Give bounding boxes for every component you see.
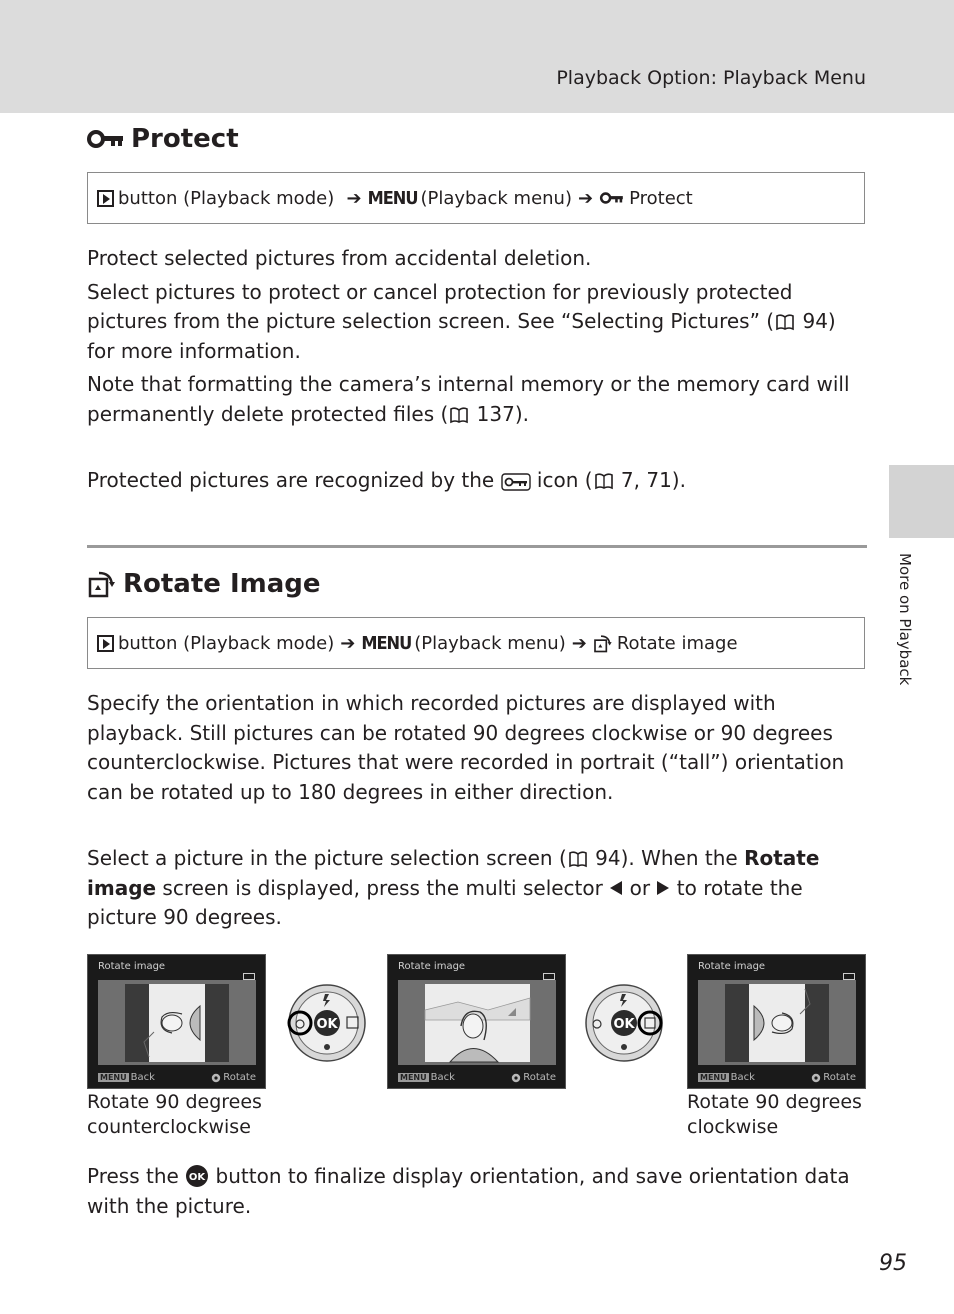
protect-heading (87, 124, 239, 154)
rotate-route-target: Rotate image (616, 632, 738, 654)
rotate-selector-icon (511, 1073, 521, 1083)
rotate-finalize-note: Press the OK button to finalize display orientation, and save orientation data with the picture. (87, 1164, 850, 1218)
protect-route-menu: (Playback menu) (420, 187, 572, 209)
screen-footer (398, 1072, 556, 1083)
protect-para1: Protect selected pictures from accidental deletion. (87, 246, 592, 270)
screen-footer (698, 1072, 856, 1083)
screen-title: Rotate image (398, 961, 466, 972)
playback-button-icon (97, 190, 114, 207)
protect-route-target: Protect (629, 187, 693, 209)
protect-route-button: button (Playback mode) (118, 187, 335, 209)
rotate-title: Rotate Image (123, 569, 321, 599)
header-title: Playback Option: Playback Menu (556, 67, 866, 89)
back-label: Back (730, 1072, 755, 1083)
multi-selector-icon (584, 983, 664, 1063)
battery-icon (543, 973, 555, 980)
caption-counterclockwise: Rotate 90 degrees counterclockwise (87, 1091, 262, 1138)
book-reference-icon (569, 850, 587, 868)
rotate-para1: Specify the orientation in which recorded pictures are displayed with playback. Still pictures can be rotated 90 degrees clockwise or 90 degrees counterclockwise. Pictures that were recorded in portrait (“tall”) orientation can be rotated up to 180 degrees in either direction. (87, 691, 845, 804)
multi-selector-right (584, 983, 664, 1067)
screen-footer (98, 1072, 256, 1083)
rotate-label: Rotate (823, 1072, 856, 1083)
playback-button-icon (97, 635, 114, 652)
protect-icon-note: Protected pictures are recognized by the icon ( 7, 71). (87, 468, 686, 492)
screen-title: Rotate image (698, 961, 766, 972)
screen-title: Rotate image (98, 961, 166, 972)
screen-original (387, 954, 566, 1089)
menu-icon: MENU (367, 187, 418, 209)
header-band (0, 0, 954, 113)
battery-icon (843, 973, 855, 980)
side-tab (889, 465, 954, 538)
caption-clockwise: Rotate 90 degrees clockwise (687, 1091, 862, 1138)
back-label: Back (430, 1072, 455, 1083)
battery-icon (243, 973, 255, 980)
svg-text:OK: OK (613, 1017, 635, 1032)
arrow-right-icon: ➔ (578, 187, 594, 209)
rotate-heading (87, 569, 321, 599)
arrow-right-icon: ➔ (571, 632, 587, 654)
rotate-selector-icon (811, 1073, 821, 1083)
menu-chip: MENU (100, 1073, 127, 1082)
arrow-right-icon: ➔ (340, 187, 362, 209)
protect-route-box (87, 172, 865, 224)
back-label: Back (130, 1072, 155, 1083)
screen-image-area (398, 980, 556, 1065)
rotate-label: Rotate (223, 1072, 256, 1083)
rotate-instructions: Select a picture in the picture selection screen ( 94). When the Rotate image screen is displayed, press the multi selector or to rotate the picture 90 degrees. (87, 846, 820, 930)
screen-clockwise (687, 954, 866, 1089)
rotate-image-icon (593, 634, 613, 653)
rotate-route-box (87, 617, 865, 669)
book-reference-icon (450, 406, 468, 424)
page-number: 95 (879, 1251, 907, 1276)
menu-chip: MENU (400, 1073, 427, 1082)
section-divider (87, 545, 867, 548)
menu-icon: MENU (361, 632, 412, 654)
triangle-left-icon (609, 880, 623, 896)
original-photo (398, 980, 556, 1065)
multi-selector-left (287, 983, 367, 1067)
protected-indicator-icon (501, 473, 531, 491)
rotate-image-icon (87, 570, 117, 598)
arrow-right-icon: ➔ (340, 632, 356, 654)
svg-text:OK: OK (189, 1172, 206, 1183)
protect-key-icon (599, 191, 625, 205)
rotate-route-menu: (Playback menu) (414, 632, 566, 654)
menu-chip: MENU (700, 1073, 727, 1082)
multi-selector-icon (287, 983, 367, 1063)
screen-image-area (98, 980, 256, 1065)
protect-para2: Select pictures to protect or cancel protection for previously protected pictures from the picture selection screen. See “Selecting Pictures” ( 94) for more information. (87, 279, 836, 363)
ok-button-icon (185, 1164, 209, 1188)
rotate-route-button: button (Playback mode) (118, 632, 335, 654)
protect-description (87, 244, 867, 434)
book-reference-icon (776, 313, 794, 331)
protect-title: Protect (131, 124, 239, 154)
triangle-right-icon (656, 880, 670, 896)
screen-image-area (698, 980, 856, 1065)
rotate-label: Rotate (523, 1072, 556, 1083)
protect-key-icon (87, 128, 125, 150)
protect-para3: Note that formatting the camera’s internal memory or the memory card will permanently delete protected files ( 137). (87, 372, 850, 426)
rotated-photo (698, 980, 856, 1065)
rotate-selector-icon (211, 1073, 221, 1083)
svg-text:OK: OK (316, 1017, 338, 1032)
rotate-description (87, 689, 867, 811)
book-reference-icon (595, 472, 613, 490)
rotated-photo (98, 980, 256, 1065)
screen-counterclockwise (87, 954, 266, 1089)
side-tab-label: More on Playback (896, 553, 914, 686)
